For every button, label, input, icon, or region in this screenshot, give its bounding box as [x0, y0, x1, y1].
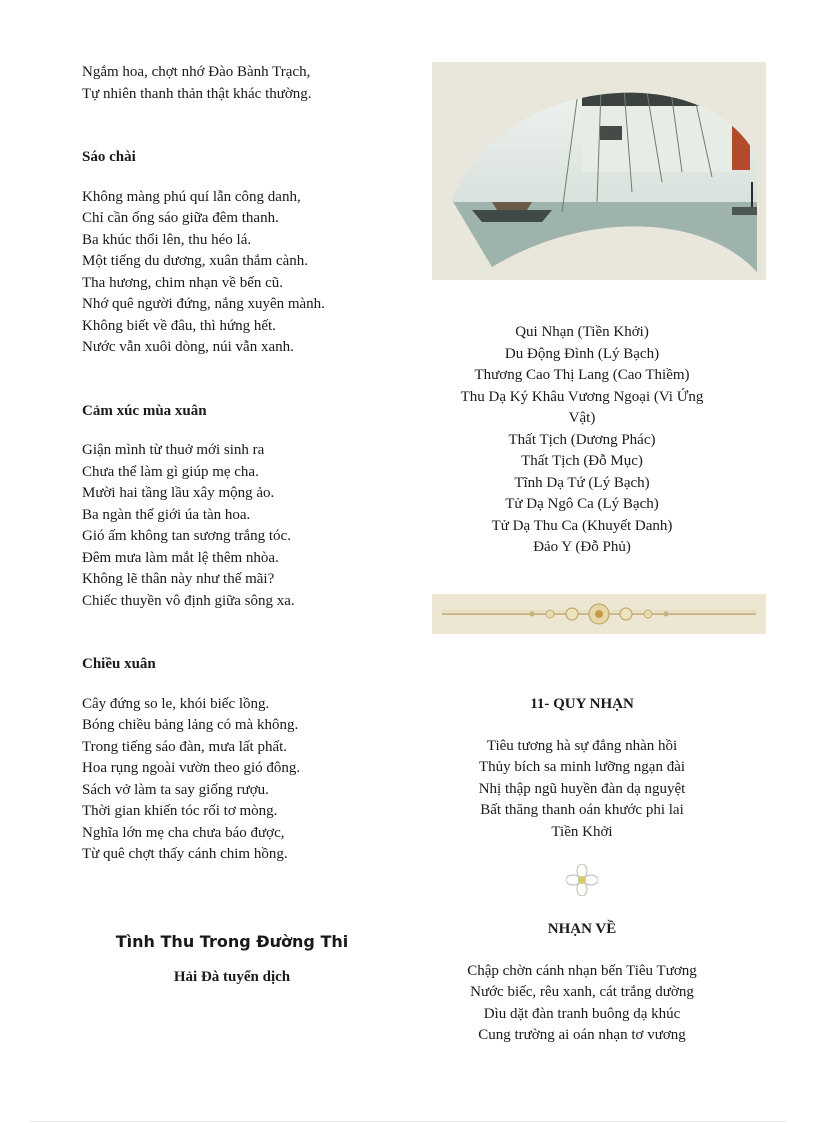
poem-line: Chưa thể làm gì giúp mẹ cha.	[82, 463, 259, 480]
poem-line: Nghĩa lớn mẹ cha chưa báo được,	[82, 824, 285, 841]
poem-cam-xuc	[82, 440, 412, 612]
contents-item: Đảo Y (Đỗ Phủ)	[533, 539, 631, 555]
poem-line: Chiếc thuyền vô định giữa sông xa.	[82, 592, 295, 609]
poem-line: Một tiếng du dương, xuân thắm cành.	[82, 253, 309, 269]
contents-item: Tĩnh Dạ Tứ (Lý Bạch)	[514, 474, 650, 491]
poem-line: Ba ngàn thế giới úa tàn hoa.	[82, 506, 251, 523]
poem-title-quy-nhan: 11- QUY NHẠN	[530, 696, 634, 712]
poem-line: Cung trường ai oán nhạn tơ vương	[478, 1027, 686, 1043]
poem-chieu-xuan	[82, 694, 412, 866]
poem-line: Từ quê chợt thấy cánh chim hồng.	[82, 846, 288, 862]
poem-line: Cây đứng so le, khói biếc lồng.	[82, 695, 270, 712]
left-column	[82, 62, 412, 866]
poem-quy-nhan	[432, 694, 732, 843]
poem-line: Giận mình từ thuở mới sinh ra	[82, 442, 265, 458]
intro-line: Tự nhiên thanh thản thật khác thường.	[82, 85, 312, 102]
book-title: Tình Thu Trong Đường Thi	[115, 932, 349, 951]
fan-painting-icon	[432, 62, 766, 280]
contents-item: Vật)	[568, 410, 596, 426]
fan-painting	[432, 62, 766, 280]
poem-line: Không màng phú quí lẫn công danh,	[82, 188, 301, 205]
contents-item: Qui Nhạn (Tiền Khởi)	[515, 324, 649, 340]
poem-sao-chai	[82, 187, 412, 359]
poem-title-sao-chai: Sáo chài	[82, 149, 136, 165]
poem-line: Dìu dặt đàn tranh buông dạ khúc	[483, 1005, 681, 1022]
poem-line: Thủy bích sa minh lưỡng ngạn đài	[478, 759, 686, 775]
book-title-block	[82, 932, 382, 986]
poem-line: Trong tiếng sáo đàn, mưa lất phất.	[82, 738, 288, 755]
contents-item: Thương Cao Thị Lang (Cao Thiềm)	[474, 367, 690, 383]
poem-nhan-ve	[432, 919, 732, 1047]
poem-author: Tiền Khởi	[551, 823, 613, 840]
ornament-icon	[432, 594, 766, 634]
poem-line: Tha hương, chim nhạn về bến cũ.	[82, 274, 284, 291]
poem-line: Nước biếc, rêu xanh, cát trắng dường	[470, 984, 694, 1000]
contents-item: Thu Dạ Ký Khâu Vương Ngoại (Vi Ứng	[460, 388, 704, 405]
poem-line: Bóng chiều bảng lảng có mà không.	[82, 717, 299, 733]
poem-line: Nhị thập ngũ huyền đàn dạ nguyệt	[478, 780, 686, 797]
poem-line: Gió ấm không tan sương trắng tóc.	[82, 528, 291, 544]
contents-item: Tử Dạ Ngô Ca (Lý Bạch)	[505, 496, 659, 512]
book-subtitle: Hải Đà tuyển dịch	[173, 969, 291, 985]
contents-list	[432, 322, 732, 559]
poem-title-cam-xuc: Cảm xúc mùa xuân	[82, 402, 207, 419]
poem-line: Chỉ cần ống sáo giữa đêm thanh.	[82, 210, 279, 226]
poem-line: Bất thăng thanh oán khước phi lai	[480, 802, 684, 818]
poem-title-chieu-xuan: Chiều xuân	[82, 656, 156, 672]
poem-line: Nước vẫn xuôi dòng, núi vẫn xanh.	[82, 339, 294, 355]
contents-item: Du Động Đình (Lý Bạch)	[504, 345, 660, 362]
poem-line: Ba khúc thổi lên, thu héo lá.	[82, 231, 252, 248]
poem-line: Sách vở làm ta say giống rượu.	[82, 781, 269, 798]
flower-icon	[566, 864, 598, 896]
poem-line: Không lẽ thân này như thế mãi?	[82, 571, 275, 587]
contents-item: Thất Tịch (Dương Phác)	[508, 431, 656, 448]
intro-stanza	[82, 62, 412, 105]
poem-line: Hoa rụng ngoài vườn theo gió đông.	[82, 760, 301, 776]
contents-item: Tử Dạ Thu Ca (Khuyết Danh)	[491, 517, 673, 534]
poem-line: Tiêu tương hà sự đẳng nhàn hồi	[486, 737, 678, 754]
poem-line: Mười hai tầng lầu xây mộng ảo.	[82, 485, 275, 501]
poem-line: Không biết về đâu, thì hứng hết.	[82, 317, 276, 334]
page-bottom-rule	[30, 1121, 786, 1122]
poem-line: Thời gian khiến tóc rối tơ mòng.	[82, 803, 278, 819]
ornament-divider	[432, 594, 766, 634]
poem-line: Nhớ quê người đứng, nắng xuyên mành.	[82, 296, 325, 312]
poem-line: Đêm mưa làm mắt lệ thêm nhòa.	[82, 549, 279, 566]
intro-line: Ngắm hoa, chợt nhớ Đào Bành Trạch,	[82, 64, 311, 80]
contents-item: Thất Tịch (Đỗ Mục)	[521, 453, 643, 469]
poem-title-nhan-ve: NHẠN VỀ	[547, 921, 617, 937]
poem-line: Chập chờn cánh nhạn bến Tiêu Tương	[467, 962, 697, 979]
